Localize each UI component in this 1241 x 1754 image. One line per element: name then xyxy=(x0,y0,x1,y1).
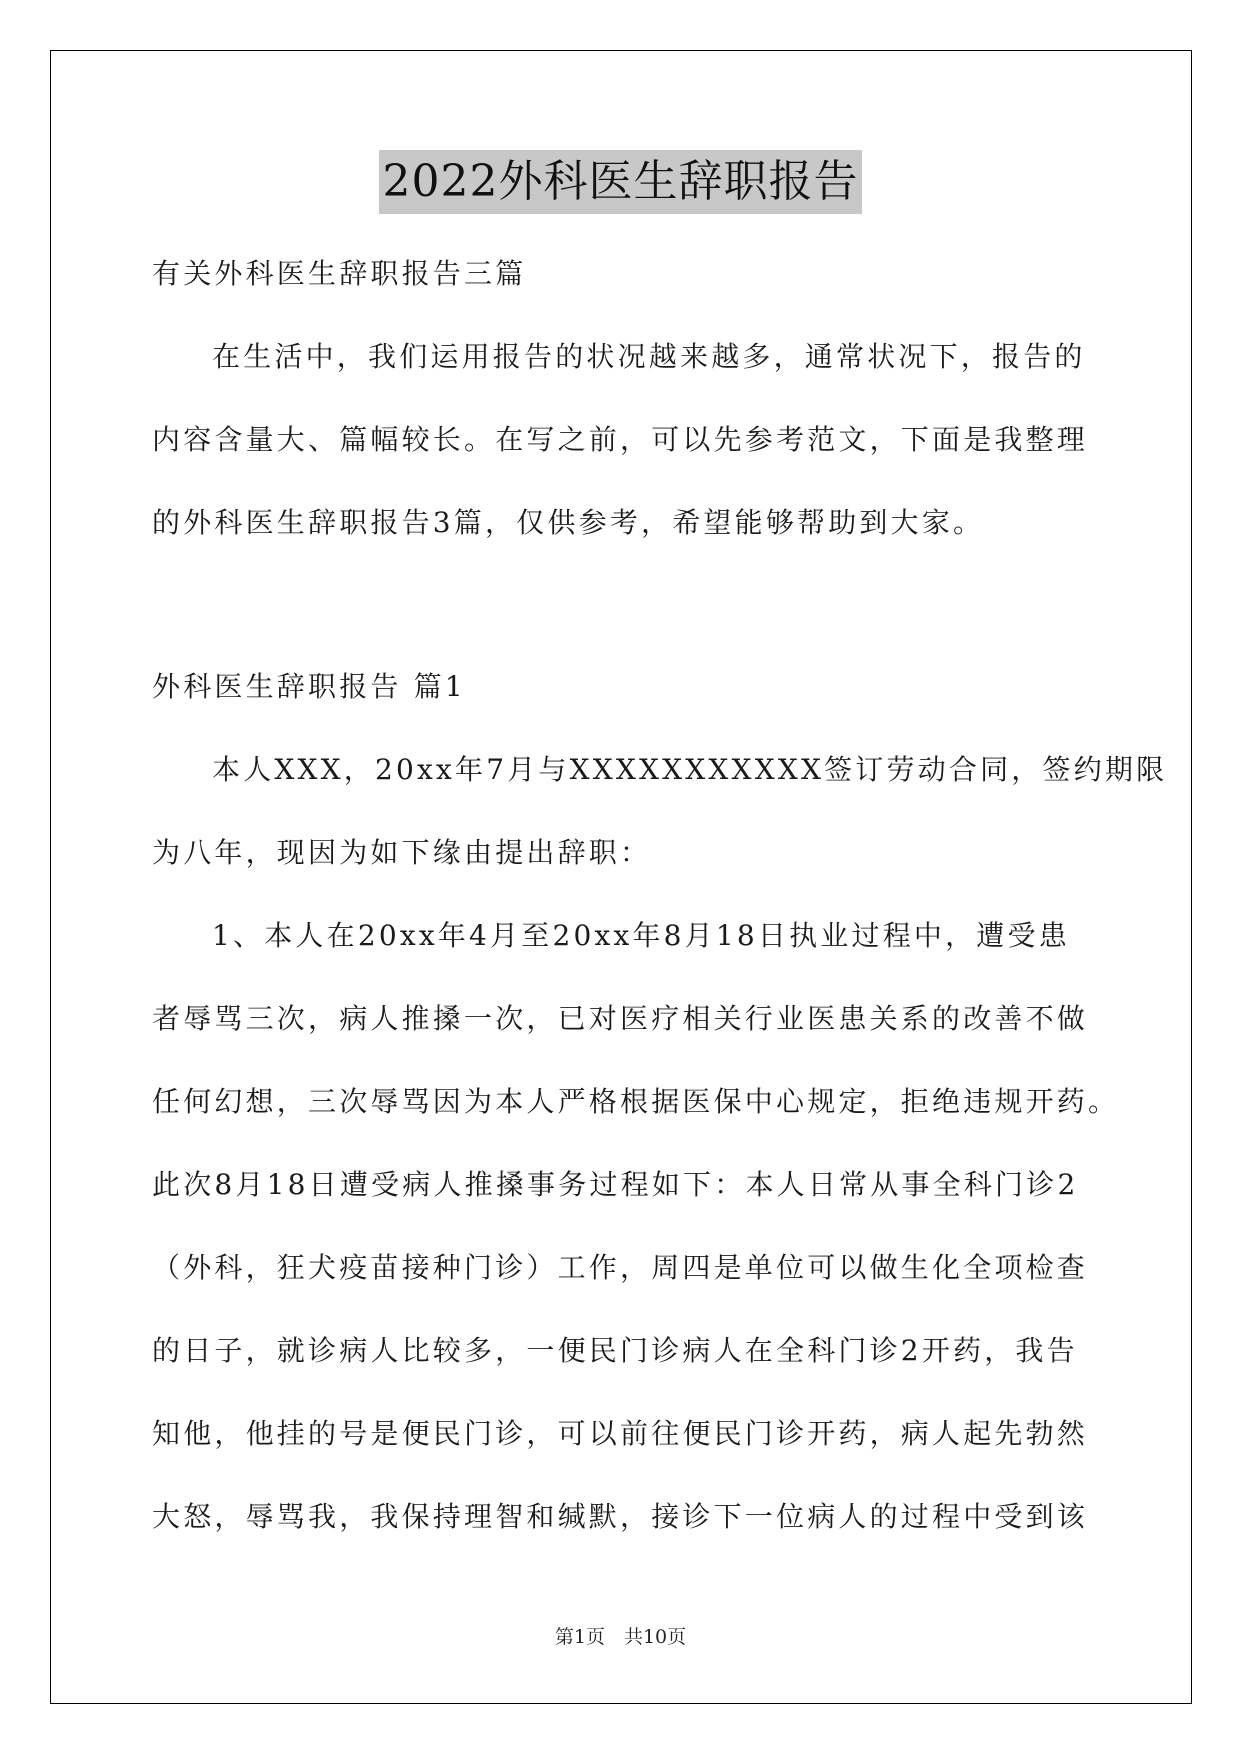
paragraph-line: 此次8月18日遭受病人推搡事务过程如下：本人日常从事全科门诊2 xyxy=(152,1168,1079,1201)
document-subtitle: 有关外科医生辞职报告三篇 xyxy=(152,257,527,290)
paragraph-line: 大怒，辱骂我，我保持理智和缄默，接诊下一位病人的过程中受到该 xyxy=(152,1500,1089,1533)
paragraph-line: 任何幻想，三次辱骂因为本人严格根据医保中心规定，拒绝违规开药。 xyxy=(152,1085,1120,1118)
paragraph-line: 者辱骂三次，病人推搡一次，已对医疗相关行业医患关系的改善不做 xyxy=(152,1002,1089,1035)
document-title: 2022外科医生辞职报告 xyxy=(379,150,863,214)
paragraph-line: 1、本人在20xx年4月至20xx年8月18日执业过程中，遭受患 xyxy=(212,919,1070,952)
page-footer: 第1页 共10页 xyxy=(554,1626,687,1648)
paragraph-line: 的外科医生辞职报告3篇，仅供参考，希望能够帮助到大家。 xyxy=(152,506,985,539)
paragraph-line: 知他，他挂的号是便民门诊，可以前往便民门诊开药，病人起先勃然 xyxy=(152,1417,1089,1450)
paragraph-line: 的日子，就诊病人比较多，一便民门诊病人在全科门诊2开药，我告 xyxy=(152,1334,1078,1367)
document-body xyxy=(152,232,1168,1558)
paragraph-line: 内容含量大、篇幅较长。在写之前，可以先参考范文，下面是我整理 xyxy=(152,423,1089,456)
paragraph-line: （外科，狂犬疫苗接种门诊）工作，周四是单位可以做生化全项检查 xyxy=(152,1251,1089,1284)
paragraph-line: 本人XXX，20xx年7月与XXXXXXXXXXX签订劳动合同，签约期限 xyxy=(212,753,1168,786)
spacer xyxy=(152,564,1092,645)
paragraph-line: 为八年，现因为如下缘由提出辞职： xyxy=(152,836,652,869)
section-heading: 外科医生辞职报告 篇1 xyxy=(152,670,466,703)
title-container xyxy=(0,150,1241,214)
paragraph-line: 在生活中，我们运用报告的状况越来越多，通常状况下，报告的 xyxy=(212,340,1086,373)
